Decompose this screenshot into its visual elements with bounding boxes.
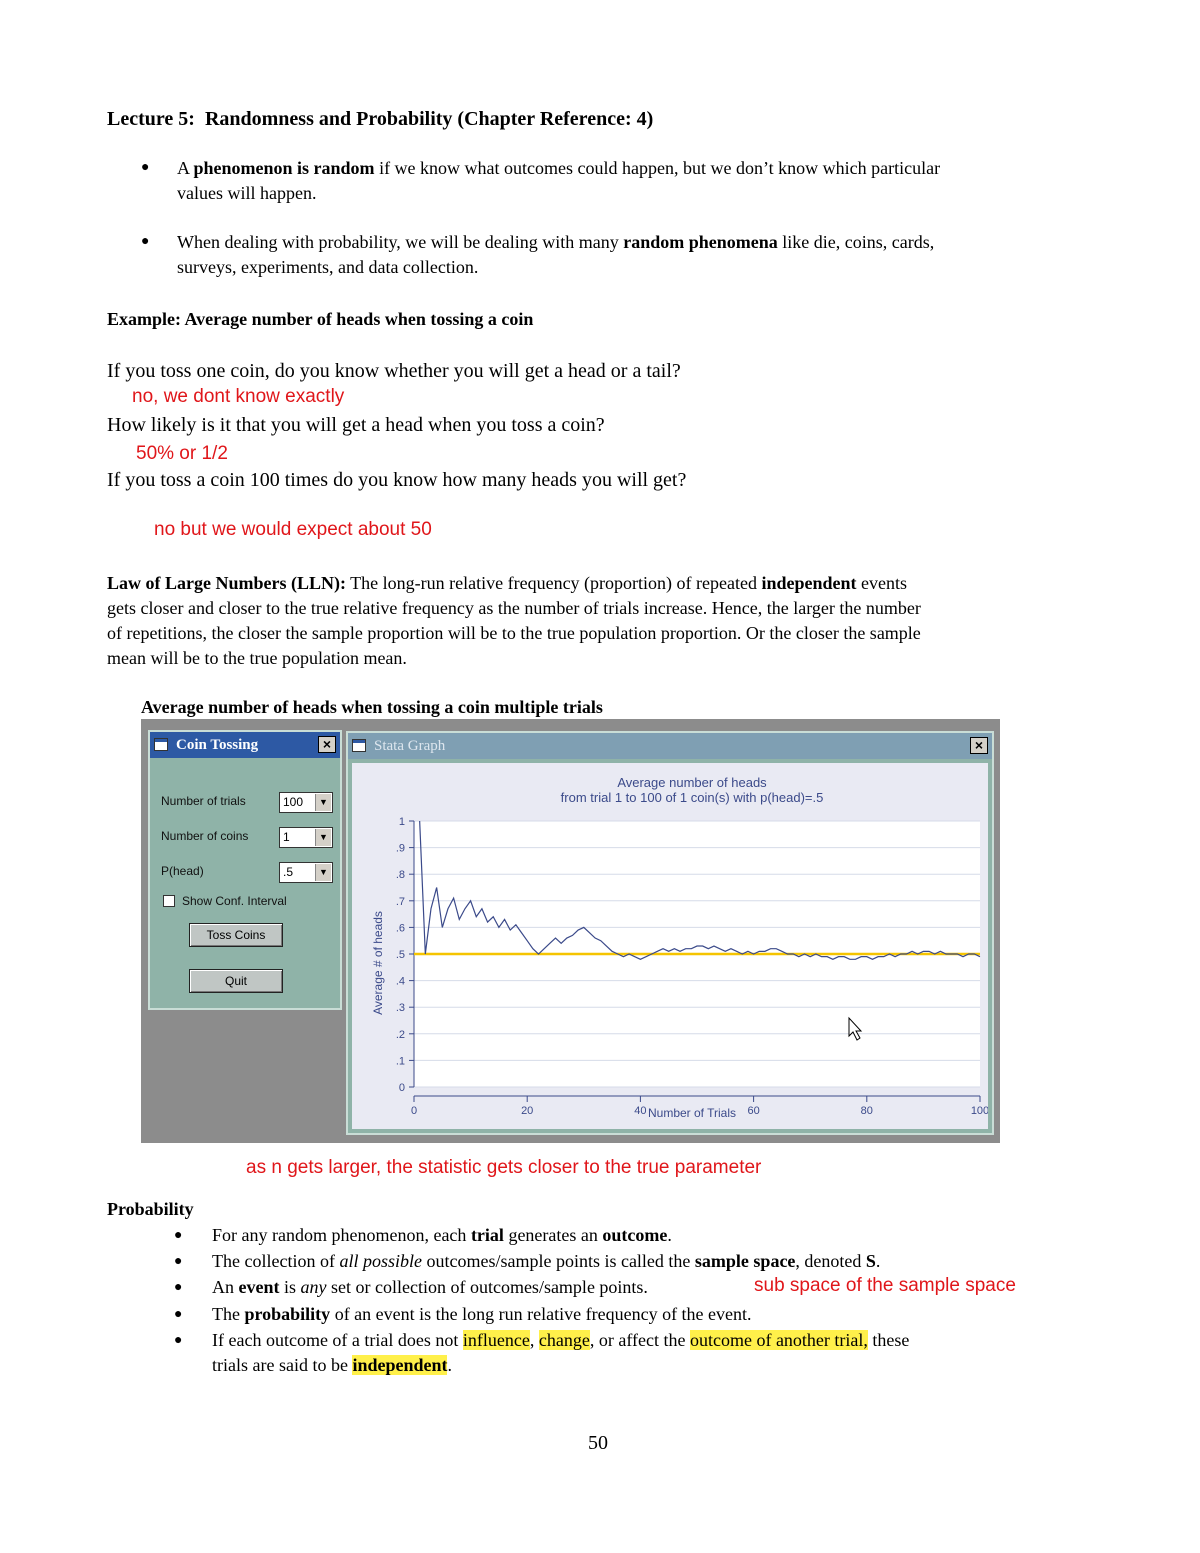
question-3: If you toss a coin 100 times do you know how many heads you will get? (107, 469, 687, 491)
trials-select[interactable] (279, 792, 333, 813)
coin-tossing-window (148, 730, 342, 1010)
question-1: If you toss one coin, do you know whether you will get a head or a tail? (107, 360, 681, 382)
y-tick-label: 1 (398, 816, 405, 828)
prob-bullet-3: An event is any set or collection of outcomes/sample points. (212, 1277, 648, 1297)
conf-interval-checkbox[interactable] (163, 895, 175, 907)
prob-bullet-4: The probability of an event is the long run relative frequency of the event. (212, 1304, 752, 1324)
line-chart (352, 763, 988, 1129)
bullet-dot: ● (174, 1228, 183, 1243)
x-tick-label: 80 (860, 1105, 873, 1117)
figure-caption: Average number of heads when tossing a coin multiple trials (141, 697, 603, 717)
y-tick-label: .8 (395, 869, 405, 882)
prob-bullet-2: The collection of all possible outcomes/sample points is called the sample space, denoted S. (212, 1251, 881, 1271)
chevron-down-icon[interactable]: ▼ (315, 829, 331, 846)
prob-bullet-1: For any random phenomenon, each trial generates an outcome. (212, 1225, 672, 1245)
bullet-dot: ● (174, 1280, 183, 1295)
y-tick-label: 0 (398, 1082, 405, 1094)
bullet-dot: ● (174, 1307, 183, 1322)
x-tick-label: 100 (970, 1105, 988, 1117)
bullet-dot: ● (141, 160, 150, 175)
page-heading: Lecture 5: Randomness and Probability (Chapter Reference: 4) (107, 108, 654, 130)
event-note: sub space of the sample space (754, 1275, 1016, 1296)
toss-coins-button[interactable]: Toss Coins (189, 923, 283, 947)
phead-label: P(head) (161, 864, 204, 878)
conf-interval-label: Show Conf. Interval (182, 894, 287, 908)
quit-button[interactable]: Quit (189, 969, 283, 993)
prob-bullet-5: If each outcome of a trial does not influence, change, or affect the outcome of another trial, these trials are said to be independent. (212, 1330, 910, 1375)
x-axis-label: Number of Trials (647, 1106, 737, 1120)
bullet-random-phenomena: When dealing with probability, we will be dealing with many random phenomena like die, coins, cards, surveys, experiments, and data collection. (177, 232, 935, 277)
x-tick-label: 40 (634, 1105, 647, 1117)
phead-select[interactable] (279, 862, 333, 883)
question-2: How likely is it that you will get a head when you toss a coin? (107, 414, 605, 436)
answer-3: no but we would expect about 50 (154, 519, 432, 540)
y-tick-label: .4 (395, 975, 405, 988)
y-tick-label: .5 (395, 949, 405, 961)
chart-subtitle: from trial 1 to 100 of 1 coin(s) with p(head)=.5 (560, 790, 824, 805)
stata-screenshot (141, 719, 1000, 1143)
y-tick-label: .2 (395, 1028, 405, 1041)
phead-value: .5 (283, 865, 294, 879)
bullet-random-phenomenon: A phenomenon is random if we know what outcomes could happen, but we don’t know which particular values will happen. (177, 158, 941, 203)
y-tick-label: .9 (395, 842, 405, 855)
window-icon (154, 738, 168, 751)
answer-1: no, we dont know exactly (132, 386, 345, 407)
page-number: 50 (588, 1432, 608, 1454)
probability-heading: Probability (107, 1199, 194, 1219)
chevron-down-icon[interactable]: ▼ (315, 794, 331, 811)
trials-value: 100 (283, 795, 304, 809)
answer-2: 50% or 1/2 (136, 443, 228, 464)
stata-graph-titlebar (348, 733, 992, 759)
chart-note: as n gets larger, the statistic gets closer to the true parameter (246, 1157, 762, 1178)
window-icon (352, 739, 366, 752)
bullet-dot: ● (174, 1254, 183, 1269)
coins-label: Number of coins (161, 829, 249, 843)
y-axis-label: Average # of heads (371, 911, 385, 1015)
graph-area (352, 763, 988, 1129)
chevron-down-icon[interactable]: ▼ (315, 864, 331, 881)
y-tick-label: .7 (395, 895, 405, 908)
x-tick-label: 20 (521, 1105, 534, 1117)
example-heading: Example: Average number of heads when tossing a coin (107, 309, 534, 329)
close-icon[interactable]: × (970, 737, 988, 754)
chart-title: Average number of heads (617, 775, 767, 790)
coins-value: 1 (283, 830, 290, 844)
coins-select[interactable] (279, 827, 333, 848)
coin-tossing-titlebar (150, 732, 340, 758)
close-icon[interactable]: × (318, 736, 336, 753)
trials-label: Number of trials (161, 794, 246, 808)
window-title: Coin Tossing (176, 737, 259, 753)
bullet-dot: ● (174, 1333, 183, 1348)
y-tick-label: .3 (395, 1002, 405, 1015)
x-tick-label: 0 (410, 1105, 418, 1117)
bullet-dot: ● (141, 234, 150, 249)
y-tick-label: .1 (395, 1055, 405, 1068)
lln-paragraph: Law of Large Numbers (LLN): The long-run relative frequency (proportion) of repeated independent events gets closer and closer to the true relative frequency as the number of trials increase. Hence, the larger the number of repetitions, the closer the sample proportion will be to the true population proportion. Or the closer the sample mean will be to the true population mean. (107, 573, 921, 668)
stata-graph-window (346, 731, 994, 1135)
x-tick-label: 60 (747, 1105, 760, 1117)
window-title: Stata Graph (374, 738, 446, 754)
y-tick-label: .6 (395, 922, 405, 935)
